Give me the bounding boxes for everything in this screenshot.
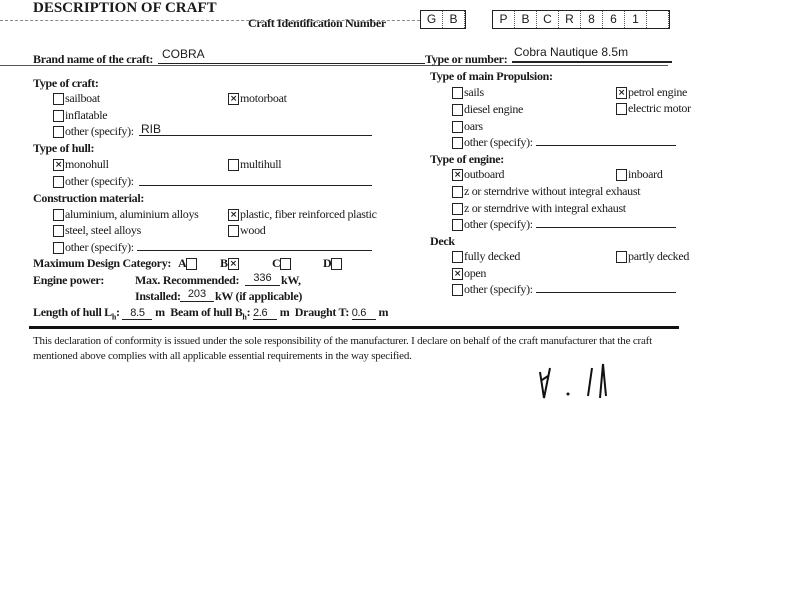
checkbox-deck-other[interactable]: other (specify): [452,282,533,297]
draught-value: 0.6 [352,307,376,320]
check-mark-icon: × [54,159,63,170]
checkbox-z-without-exhaust[interactable]: z or sterndrive without integral exhaust [452,184,640,199]
type-number-underline [512,61,672,63]
brand-underline [158,63,425,64]
checkbox-multihull[interactable]: multihull [228,157,281,172]
check-mark-icon: × [229,93,238,104]
cin-char: G [421,11,443,28]
checkbox-monohull[interactable]: × monohull [54,157,109,171]
craft-other-value: RIB [141,122,162,136]
max-recommended-value: 336 [245,272,280,286]
checkbox-plastic[interactable]: × plastic, fiber reinforced plastic [229,207,377,221]
length-row: Length of hull $L_h$: 8.5 m Beam of hull $B_h$: 2.6 m Draught T: 0.6 m [33,305,389,322]
check-mark-icon: × [229,209,238,220]
checkbox-propulsion-other[interactable]: other (specify): [452,135,533,150]
unit: m [279,305,290,319]
material-heading: Construction material: [33,191,145,205]
deck-heading: Deck [430,234,455,248]
declaration-line-2: mentioned above complies with all applicable essential requirements in the way specified. [33,350,412,362]
cin-char: 6 [603,11,625,28]
check-mark-icon: × [453,268,462,279]
check-mark-icon: × [453,169,462,180]
unit: m [378,305,389,319]
checkbox-oars[interactable]: oars [452,119,483,134]
underline [536,292,676,293]
length-label: Length of hull L [33,305,112,319]
cin-char: 1 [625,11,647,28]
cin-char: B [515,11,537,28]
cin-char: P [493,11,515,28]
underline [139,135,372,136]
checkbox-petrol-engine[interactable]: × petrol engine [617,85,688,99]
hull-heading: Type of hull: [33,141,95,155]
checkbox-open[interactable]: × open [453,266,487,280]
craft-type-heading: Type of craft: [33,76,99,90]
cin-country-boxes [420,10,466,29]
checkbox-craft-other[interactable]: other (specify): [53,124,134,139]
max-recommended-label: Max. Recommended: [135,273,240,287]
form-title: DESCRIPTION OF CRAFT [33,0,217,16]
cin-char: C [537,11,559,28]
design-category-label: Maximum Design Category: [33,256,172,270]
check-mark-icon: × [617,87,626,98]
propulsion-heading: Type of main Propulsion: [430,69,553,83]
subscript: h [111,312,117,322]
length-value: 8.5 [122,307,152,320]
installed-label: Installed: [135,289,181,303]
checkbox-category-d[interactable]: D [323,256,343,271]
installed-value: 203 [180,288,214,302]
checkbox-steel[interactable]: steel, steel alloys [53,223,141,238]
declaration-line-1: This declaration of conformity is issued under the sole responsibility of the manufacturer. I declare on behalf of the craft manufacturer that the craft [33,335,652,347]
checkbox-material-other[interactable]: other (specify): [53,240,134,255]
cin-char: B [443,11,465,28]
cin-code-boxes [492,10,670,29]
draught-label: Draught T: [294,305,350,319]
underline [536,227,676,228]
checkbox-inflatable[interactable]: inflatable [53,108,107,123]
type-number-value: Cobra Nautique 8.5m [514,45,629,59]
checkbox-diesel-engine[interactable]: diesel engine [452,102,523,117]
checkbox-fully-decked[interactable]: fully decked [452,249,520,264]
checkbox-category-c[interactable]: C [272,256,292,271]
signature [530,360,630,400]
check-mark-icon: × [229,258,237,269]
brand-value: COBRA [162,47,205,61]
type-number-label: Type or number: [425,52,508,66]
cin-label: Craft Identification Number [248,16,386,30]
installed-unit: kW (if applicable) [215,289,303,303]
brand-label: Brand name of the craft: [33,52,154,66]
checkbox-hull-other[interactable]: other (specify): [53,174,134,189]
cin-char [647,11,669,28]
max-unit: kW, [281,273,301,287]
checkbox-sailboat[interactable]: sailboat [53,91,100,106]
checkbox-category-a[interactable]: A [178,256,198,271]
engine-type-heading: Type of engine: [430,152,504,166]
underline [139,185,372,186]
underline [536,145,676,146]
checkbox-electric-motor[interactable]: electric motor [616,101,691,116]
section-divider [29,326,679,329]
unit: m [155,305,165,319]
beam-value: 2.6 [253,307,277,320]
checkbox-partly-decked[interactable]: partly decked [616,249,689,264]
checkbox-inboard[interactable]: inboard [616,167,663,182]
subscript: h [242,312,247,322]
checkbox-category-b[interactable]: B × [220,256,237,270]
checkbox-engine-other[interactable]: other (specify): [452,217,533,232]
checkbox-outboard[interactable]: × outboard [453,167,505,181]
checkbox-motorboat[interactable]: × motorboat [229,91,287,105]
checkbox-z-with-exhaust[interactable]: z or sterndrive with integral exhaust [452,201,626,216]
checkbox-sails[interactable]: sails [452,85,484,100]
underline [137,250,372,251]
checkbox-wood[interactable]: wood [228,223,265,238]
cin-char: R [559,11,581,28]
cin-char: 8 [581,11,603,28]
beam-label: Beam of hull B [170,305,243,319]
engine-power-label: Engine power: [33,273,105,287]
checkbox-aluminium[interactable]: aluminium, aluminium alloys [53,207,199,222]
